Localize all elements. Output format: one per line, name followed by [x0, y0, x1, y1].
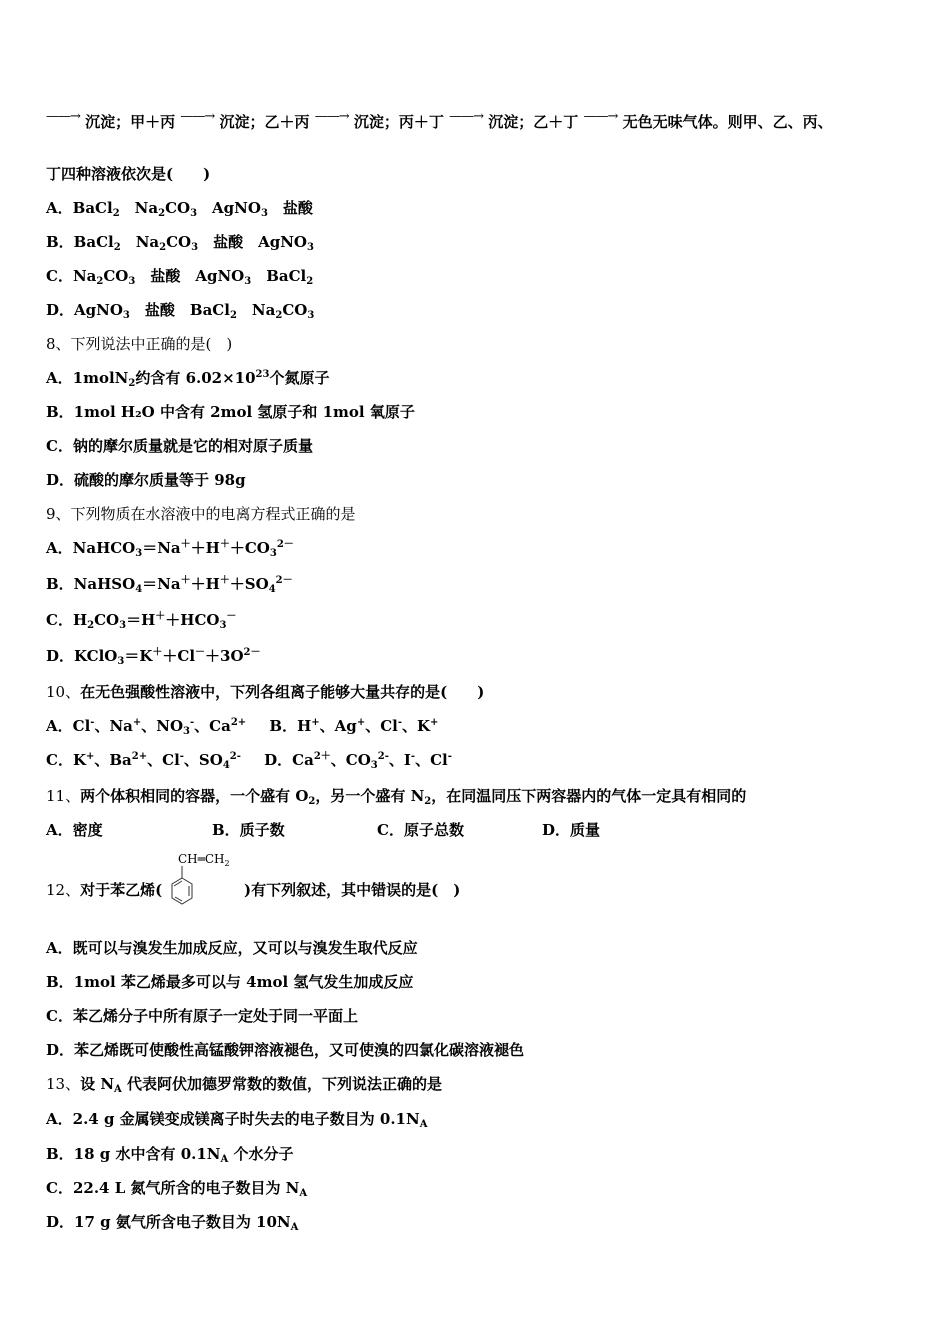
q12-option-d: D．苯乙烯既可使酸性高锰酸钾溶液褪色，又可使溴的四氯化碳溶液褪色 — [46, 1041, 525, 1059]
q11-stem: 11、两个体积相同的容器，一个盛有 $O_2$，另一个盛有 $N_2$，在同温同压下两容器内的气体一定具有相同的 — [46, 787, 747, 807]
q12-option-b: B．1mol 苯乙烯最多可以与 4mol 氢气发生加成反应 — [46, 973, 414, 991]
q7-option-a: A．BaCl$_2$ $Na_2CO_3$ AgNO$_3$ 盐酸 — [46, 199, 313, 219]
q8-option-b: B．1mol H₂O 中含有 2mol 氢原子和 1mol 氧原子 — [46, 403, 415, 421]
q7-text: 沉淀；丙＋丁 — [348, 113, 444, 131]
q7-text: 沉淀；乙＋丁 — [483, 113, 579, 131]
q10-option-b: B．H+、Ag+、Cl-、K+ — [269, 717, 439, 735]
q7-text: 沉淀；乙＋丙 — [214, 113, 310, 131]
styrene-structure — [164, 852, 244, 922]
q10-option-c: C．K+、$Ba^{2+}$、Cl-、$SO_4^{2-}$ — [46, 751, 241, 771]
q12-option-c: C．苯乙烯分子中所有原子一定处于同一平面上 — [46, 1007, 358, 1025]
q8-option-a: A．1molN$_2$约含有 $6.02\times 10^{23}$个氮原子 — [46, 369, 330, 389]
q10-options-cd — [46, 750, 452, 770]
q7-option-b: B．BaCl$_2$ $Na_2CO_3$ 盐酸 AgNO$_3$ — [46, 233, 314, 253]
q10-stem: 10、在无色强酸性溶液中，下列各组离子能够大量共存的是( ) — [46, 683, 485, 701]
q12-option-a: A．既可以与溴发生加成反应，又可以与溴发生取代反应 — [46, 939, 418, 957]
q11-option-d: D．质量 — [542, 821, 601, 839]
reaction-arrow: ——→ — [180, 109, 215, 124]
q10-options-ab — [46, 716, 438, 736]
q9-option-d: D．$KClO_3=K^++Cl^-+3O^{2-}$ — [46, 647, 261, 667]
q13-option-a: A．2.4 g 金属镁变成镁离子时失去的电子数目为 $0.1N_A$ — [46, 1110, 428, 1130]
reaction-arrow: ——→ — [46, 109, 80, 124]
q13-stem: 13、设 $N_A$ 代表阿伏加德罗常数的数值，下列说法正确的是 — [46, 1075, 443, 1095]
q9-option-b: B．$NaHSO_4=Na^++H^++SO_4^{2-}$ — [46, 575, 293, 595]
q13-option-d: D．17 g 氨气所含电子数目为 $10N_A$ — [46, 1213, 299, 1233]
q9-stem: 9、下列物质在水溶液中的电离方程式正确的是 — [46, 505, 356, 523]
q13-option-b: B．18 g 水中含有 $0.1N_A$ 个水分子 — [46, 1145, 294, 1165]
reaction-arrow: ——→ — [449, 109, 484, 124]
q11-option-b: B．质子数 — [212, 821, 285, 839]
q8-stem: 8、下列说法中正确的是( ) — [46, 335, 233, 353]
q7-stem-line1 — [46, 109, 833, 134]
q7-option-d: D．AgNO$_3$ 盐酸 BaCl$_2$ $Na_2CO_3$ — [46, 301, 315, 321]
q8-option-d: D．硫酸的摩尔质量等于 98g — [46, 471, 246, 489]
q9-option-a: A．$NaHCO_3=Na^++H^++CO_3^{2-}$ — [46, 539, 294, 559]
q9-option-c: C．$H_2CO_3=H^++HCO_3^-$ — [46, 611, 237, 631]
q11-option-c: C．原子总数 — [377, 821, 464, 839]
reaction-arrow: ——→ — [583, 109, 618, 124]
reaction-arrow: ——→ — [314, 109, 349, 124]
q7-option-c: C．$Na_2CO_3$ 盐酸 AgNO$_3$ BaCl$_2$ — [46, 267, 314, 287]
q7-stem-line2: 丁四种溶液依次是( ) — [46, 165, 211, 183]
q8-option-c: C．钠的摩尔质量就是它的相对原子质量 — [46, 437, 313, 455]
q11-option-a: A．密度 — [46, 821, 103, 839]
q12-stem-after: )有下列叙述，其中错误的是( ) — [244, 881, 461, 899]
q13-option-c: C．22.4 L 氮气所含的电子数目为 $N_A$ — [46, 1179, 308, 1199]
q12-stem-before: 12、对于苯乙烯( — [46, 881, 163, 899]
vinyl-label: $CH═CH_2$ — [178, 852, 230, 868]
q7-text: 无色无味气体。则甲、乙、丙、 — [617, 113, 833, 131]
benzene-ring-icon — [164, 852, 244, 922]
q10-option-a: A．Cl-、Na+、$NO_3^-$、$Ca^{2+}$ — [46, 717, 247, 737]
q10-option-d: D．$Ca^{2+}$、$CO_3^{2-}$、I-、Cl- — [264, 751, 452, 771]
q7-text: 沉淀；甲＋丙 — [79, 113, 176, 131]
